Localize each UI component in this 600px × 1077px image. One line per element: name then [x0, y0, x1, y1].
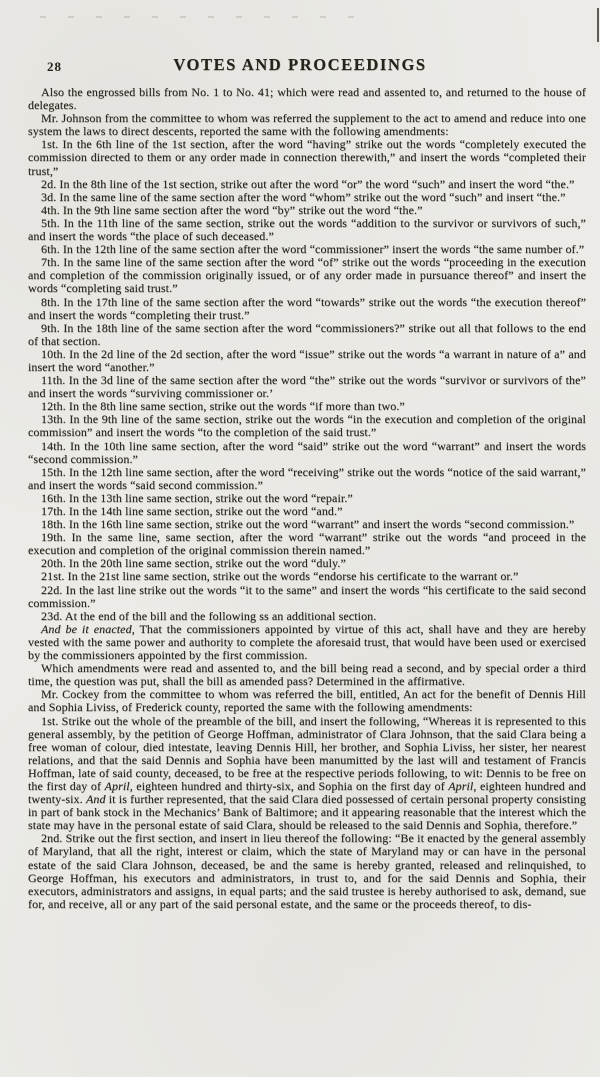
paragraph-segment-italic: April — [448, 778, 474, 793]
paragraph-segment: 9th. In the 18th line of the same section after the word “commissioners?” strike out all that follows to the end of that section. — [28, 320, 586, 348]
paragraph-segment: 2d. In the 8th line of the 1st section, strike out after the word “or” the word “such” and insert the word “the.” — [41, 176, 575, 191]
paragraph-segment: 11th. In the 3d line of the same section after the word “the” strike out the words “survivor or survivors of the” and insert the words “surviving commissioner or.’ — [28, 373, 586, 401]
paragraph-segment: 1st. In the 6th line of the 1st section, after the word “having” strike out the words “completely executed the commission directed to them or any order made in connection therewith,” and insert the words “completed their trust,” — [28, 137, 586, 178]
paragraph — [28, 112, 586, 138]
paragraph — [28, 374, 586, 400]
scan-artifact-edge-line — [597, 8, 599, 42]
paragraph-segment: 20th. In the 20th line same section, strike out the word “duly.” — [41, 556, 346, 571]
paragraph — [28, 440, 586, 466]
paragraph-segment: 2nd. Strike out the first section, and insert in lieu thereof the following: “Be it enacted by the general assembly of Maryland, that all the right, interest or claim, which the state of Maryland may or can have in the personal estate of the said Clara Johnson, deceased, be and the same is hereby granted, released and relinquished, to George Hoffman, his executors and administrators, in trust to, and for the said Dennis and Sophia, their executors, administrators and assigns, in equal parts; and the said trustee is hereby authorised to ask, demand, sue for, and receive, all or any part of the said personal estate, and the same or the proceeds thereof, to dis- — [28, 831, 586, 911]
paragraph-segment: , eighteen hundred and thirty-six, and Sophia on the first day of — [129, 778, 449, 793]
paragraph-segment: 3d. In the same line of the same section after the word “whom” strike out the word “such” and insert “the.” — [41, 189, 566, 204]
paragraph-segment: 7th. In the same line of the same section after the word “of” strike out the words “proceeding in the execution and completion of the commission originally issued, or of any order made in pursuance thereof” and insert the words “completing said trust.” — [28, 255, 586, 296]
paragraph — [28, 256, 586, 295]
paragraph-segment: 17th. In the 14th line same section, strike out the word “and.” — [41, 504, 343, 518]
paragraph — [28, 584, 586, 610]
paragraph-segment-italic: And — [85, 792, 106, 807]
paragraph-segment: 21st. In the 21st line same section, strike out the words “endorse his certificate to the warrant or.” — [41, 569, 519, 584]
paragraph — [28, 86, 586, 112]
paragraph-segment: 1st. Strike out the whole of the preamble of the bill, and insert the following, “Whereas it is represented to this general assembly, by the petition of George Hoffman, administrator of Clara Johnson, that the said Clara being a free woman of colour, died intestate, leaving Dennis Hill, her brother, and Sophia Liviss, her sister, her nearest relations, and that the said Dennis and Sophia have been manumitted by the last will and testament of Francis Hoffman, late of said county, deceased, to be free at the respective periods following, to wit: Dennis to be free on the first day of — [28, 713, 586, 793]
paragraph — [28, 138, 586, 177]
paragraph-segment: 4th. In the 9th line same section after the word “by” strike out the word “the.” — [41, 202, 423, 217]
paragraph — [28, 715, 586, 833]
paragraph-segment: 19th. In the same line, same section, after the word “warrant” strike out the words “and proceed in the execution and completion of the original commission therein named.” — [28, 530, 586, 558]
paragraph — [28, 688, 586, 714]
paragraph-segment: 23d. At the end of the bill and the following ss an additional section. — [41, 608, 377, 623]
paragraph-segment: Mr. Cockey from the committee to whom was referred the bill, entitled, An act for the benefit of Dennis Hill and Sophia Liviss, of Frederick county, reported the same with the following amendments: — [28, 687, 586, 715]
paragraph-segment: That the commissioners appointed by virtue of this act, shall have and they are hereby vested with the same power and authority to complete the aforesaid trust, that would have been used or exercised by the commissioners appointed by the first commission. — [28, 621, 587, 663]
scan-artifact-smudge — [40, 16, 370, 18]
paragraph — [28, 623, 586, 662]
paragraph-segment: Which amendments were read and assented to, and the bill being read a second, and by special order a third time, the question was put, shall the bill as amended pass? Determined in the affirmative. — [28, 661, 586, 689]
paragraph-segment: 10th. In the 2d line of the 2d section, after the word “issue” strike out the words “a warrant in nature of a” and insert the word “another.” — [28, 346, 586, 374]
page-header — [0, 55, 600, 77]
paragraph-segment: , eighteen hundred and twenty-six. — [28, 778, 587, 807]
paragraph-segment: 13th. In the 9th line of the same section, strike out the words “in the execution and completion of the original commission” and insert the words “to the completion of the said trust.” — [28, 412, 586, 440]
paragraph-segment: Mr. Johnson from the committee to whom was referred the supplement to the act to amend and reduce into one system the laws to direct descents, reported the same with the following amendments: — [28, 111, 586, 139]
paragraph — [28, 322, 586, 348]
paragraph — [28, 296, 586, 322]
paragraph-segment: 14th. In the 10th line same section, after the word “said” strike out the word “warrant” and insert the words “second commission.” — [28, 438, 586, 466]
paragraph-segment: 8th. In the 17th line of the same section after the word “towards” strike out the words “the execution thereof” and insert the words “completing their trust.” — [28, 294, 586, 322]
paragraph-segment: 5th. In the 11th line of the same section, strike out the words “addition to the survivor or survivors of such,” and insert the words “the place of such deceased.” — [28, 215, 586, 244]
paragraph-segment: 15th. In the 12th line same section, after the word “receiving” strike out the words “notice of the said warrant,” and insert the words “said second commission.” — [28, 464, 586, 492]
paragraph-segment: 12th. In the 8th line same section, strike out the words “if more than two.” — [41, 399, 405, 414]
paragraph — [28, 217, 586, 243]
paragraph-segment: 22d. In the last line strike out the words “it to the same” and insert the words “his certificate to the said second commission.” — [28, 582, 586, 610]
paragraph — [28, 531, 586, 557]
page-number: 28 — [47, 59, 62, 74]
paragraph — [28, 466, 586, 492]
paragraph-segment: 6th. In the 12th line of the same section after the word “commissioner” insert the words “the same number of.” — [41, 242, 585, 257]
paragraph-segment-italic: And be it enacted, — [41, 621, 135, 636]
paragraph-segment: it is further represented, that the said Clara died possessed of certain personal property consisting in part of bank stock in the Mechanics’ Bank of Baltimore; and it appearing reasonable that the interest which the state may have in the personal estate of said Clara, should be released to the said Dennis and Sophia, therefore.” — [28, 792, 586, 833]
paragraph — [28, 662, 586, 688]
paragraph — [28, 348, 586, 374]
paragraph-segment: 18th. In the 16th line same section, strike out the word “warrant” and insert the words “second commission.” — [41, 517, 575, 532]
document-body — [28, 86, 586, 911]
page-title: VOTES AND PROCEEDINGS — [173, 55, 427, 74]
paragraph-segment: Also the engrossed bills from No. 1 to No. 41; which were read and assented to, and returned to the house of delegates. — [28, 85, 586, 113]
paragraph-segment: 16th. In the 13th line same section, strike out the word “repair.” — [41, 490, 353, 505]
paragraph — [28, 413, 586, 439]
paragraph — [28, 832, 586, 911]
paragraph-segment-italic: April — [104, 778, 130, 793]
